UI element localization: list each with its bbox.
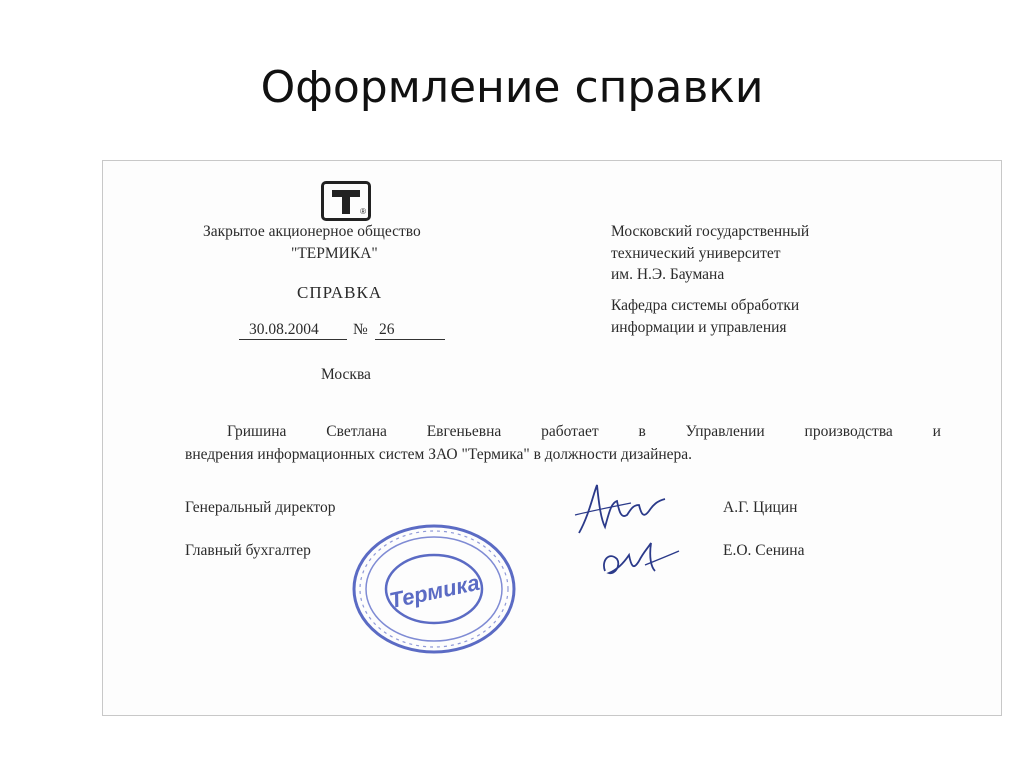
body-word: Гришина (227, 423, 287, 440)
signature-name-accountant: Е.О. Сенина (723, 542, 805, 559)
recipient-line5: информации и управления (611, 319, 787, 336)
body-word: и (932, 423, 941, 440)
body-line2: внедрения информационных систем ЗАО "Термика" в должности дизайнера. (185, 446, 693, 463)
body-word: Евгеньевна (426, 423, 502, 440)
stamp-seal-icon (349, 521, 519, 657)
recipient-line4: Кафедра системы обработки (611, 297, 800, 314)
doc-city: Москва (321, 366, 371, 383)
doc-date: 30.08.2004 (239, 321, 347, 340)
signature-name-director: А.Г. Цицин (723, 499, 798, 516)
org-name-line2: "ТЕРМИКА" (291, 245, 378, 262)
recipient-line2: технический университет (611, 245, 781, 262)
signature-role-director: Генеральный директор (185, 499, 336, 516)
body-word: работает (541, 423, 599, 440)
recipient-line1: Московский государственный (611, 223, 810, 240)
doc-number: 26 (375, 321, 445, 340)
recipient-line3: им. Н.Э. Баумана (611, 266, 725, 283)
org-name-line1: Закрытое акционерное общество (203, 223, 421, 240)
body-word: в (638, 423, 646, 440)
signature-role-accountant: Главный бухгалтер (185, 542, 311, 559)
termika-logo-icon: ® (321, 181, 371, 221)
doc-type: СПРАВКА (297, 283, 383, 302)
slide-title: Оформление справки (260, 62, 764, 113)
body-word: производства (804, 423, 893, 440)
number-label: № (353, 321, 368, 338)
body-word: Управлении (685, 423, 765, 440)
body-line1 (227, 423, 941, 441)
body-word: Светлана (326, 423, 387, 440)
signature-icon (595, 531, 685, 591)
certificate-document (102, 160, 1002, 716)
stamp-text: Термика (387, 569, 482, 614)
